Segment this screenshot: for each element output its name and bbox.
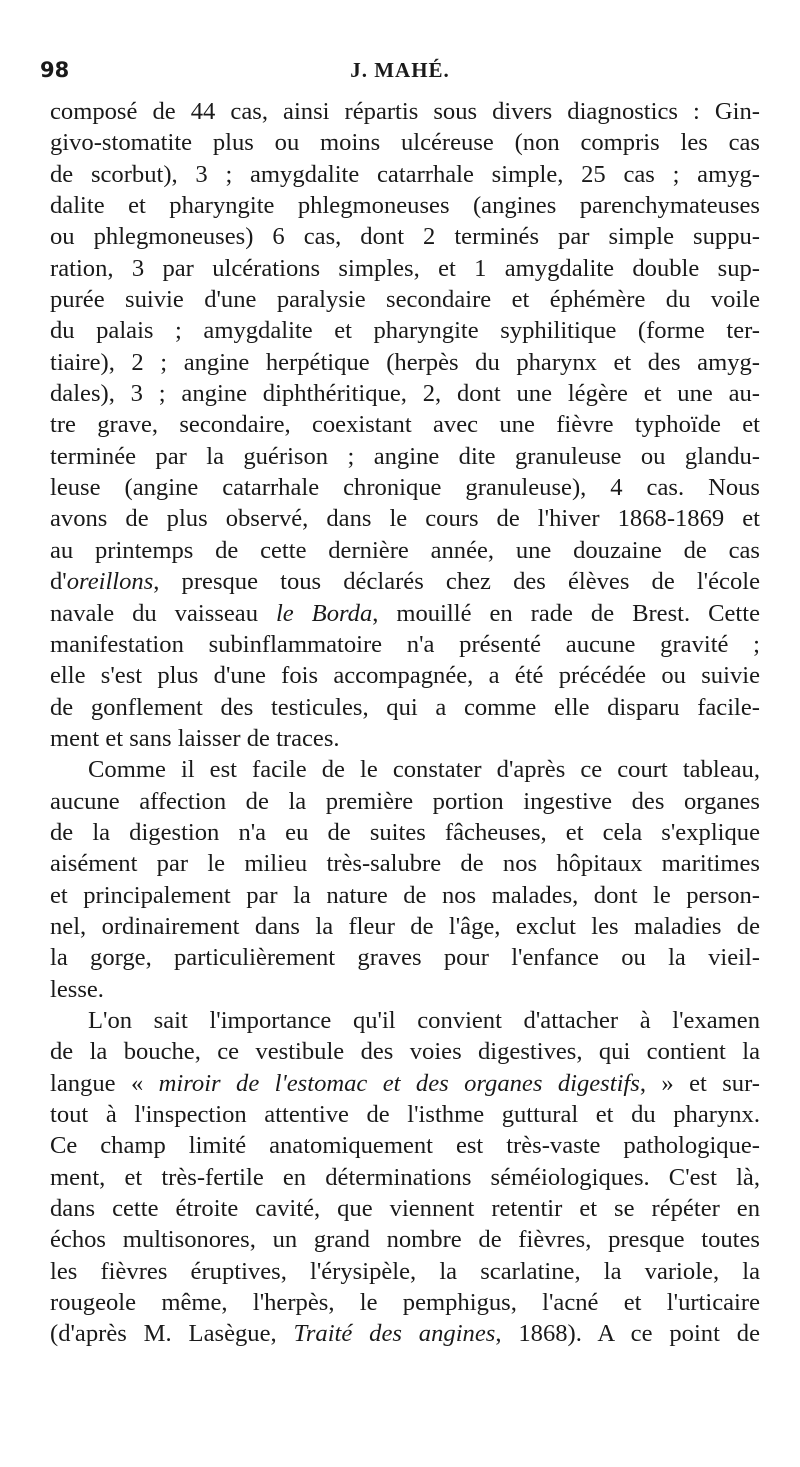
text-segment: , mouillé en rade de Brest. Cette [372,599,761,627]
text-segment: , » et sur- [639,1069,760,1097]
text-segment: , presque tous déclarés chez des élèves de l'école [153,568,760,596]
text-line: ment et sans laisser de traces. [50,724,340,752]
text-line: tiaire), 2 ; angine herpétique (herpès du pharynx et des amyg- [50,348,760,376]
text-line: leuse (angine catarrhale chronique granuleuse), 4 cas. Nous [50,474,760,502]
text-line: rougeole même, l'herpès, le pemphigus, l'acné et l'urticaire [50,1289,760,1317]
text-line: du palais ; amygdalite et pharyngite syphilitique (forme ter- [50,317,760,345]
text-line: tout à l'inspection attentive de l'isthme guttural et du pharynx. [50,1101,760,1128]
body-text [50,96,760,1350]
text-line: terminée par la guérison ; angine dite granuleuse ou glandu- [50,442,760,470]
text-line: purée suivie d'une paralysie secondaire et éphémère du voile [50,286,760,314]
text-line [50,598,760,629]
text-line: aucune affection de la première portion ingestive des organes [50,787,760,815]
text-line: la gorge, particulièrement graves pour l'enfance ou la vieil- [50,944,760,972]
text-line: ou phlegmoneuses) 6 cas, dont 2 terminés par simple suppu- [50,223,760,251]
text-line: échos multisonores, un grand nombre de fièvres, presque toutes [50,1226,760,1254]
text-line [50,1318,760,1349]
text-line [50,566,760,597]
text-line: de la bouche, ce vestibule des voies digestives, qui contient la [50,1038,760,1066]
text-line: Ce champ limité anatomiquement est très-vaste pathologique- [50,1132,760,1160]
text-segment: , 1868). A ce point de [495,1320,760,1348]
text-segment: navale du vaisseau [50,599,276,627]
text-line: les fièvres éruptives, l'érysipèle, la scarlatine, la variole, la [50,1257,760,1285]
text-line: avons de plus observé, dans le cours de l'hiver 1868-1869 et [50,505,760,533]
text-line: nel, ordinairement dans la fleur de l'âge, exclut les maladies de [50,912,760,940]
text-line: composé de 44 cas, ainsi répartis sous divers diagnostics : Gin- [50,98,760,125]
text-line: ment, et très-fertile en déterminations séméiologiques. C'est là, [50,1163,760,1191]
text-segment: langue « [50,1069,159,1097]
text-line: Comme il est facile de le constater d'après ce court tableau, [88,756,760,784]
text-line: de scorbut), 3 ; amygdalite catarrhale simple, 25 cas ; amyg- [50,160,760,188]
italic-text: le Borda [275,599,373,627]
text-line: dans cette étroite cavité, que viennent retentir et se répéter en [50,1195,760,1223]
text-segment: (d'après M. Lasègue, [50,1320,294,1348]
page-number: 98 [40,58,70,82]
text-segment: d' [50,568,67,596]
text-line: tre grave, secondaire, coexistant avec une fièvre typhoïde et [50,411,760,439]
text-line: ration, 3 par ulcérations simples, et 1 amygdalite double sup- [50,254,760,282]
italic-text: miroir de l'estomac et des organes digestifs [158,1069,640,1097]
text-line: de gonflement des testicules, qui a comme elle disparu facile- [50,693,760,721]
italic-text: oreillons [66,568,154,596]
text-line: dales), 3 ; angine diphthéritique, 2, dont une légère et une au- [50,380,760,408]
text-line: aisément par le milieu très-salubre de nos hôpitaux maritimes [50,850,760,878]
italic-text: Traité des angines [293,1320,496,1348]
running-head: J. MAHÉ. [350,58,450,82]
text-line [50,1068,760,1099]
page-header [40,58,760,90]
text-line: elle s'est plus d'une fois accompagnée, a été précédée ou suivie [50,662,760,690]
text-line: dalite et pharyngite phlegmoneuses (angines parenchymateuses [50,192,760,220]
text-line: de la digestion n'a eu de suites fâcheuses, et cela s'explique [50,818,760,846]
text-line: givo-stomatite plus ou moins ulcéreuse (non compris les cas [50,129,760,157]
text-line: et principalement par la nature de nos malades, dont le person- [50,881,760,909]
text-line: lesse. [50,975,104,1003]
text-line: L'on sait l'importance qu'il convient d'attacher à l'examen [88,1006,760,1034]
text-line: manifestation subinflammatoire n'a présenté aucune gravité ; [50,630,760,658]
text-line: au printemps de cette dernière année, une douzaine de cas [50,536,760,564]
